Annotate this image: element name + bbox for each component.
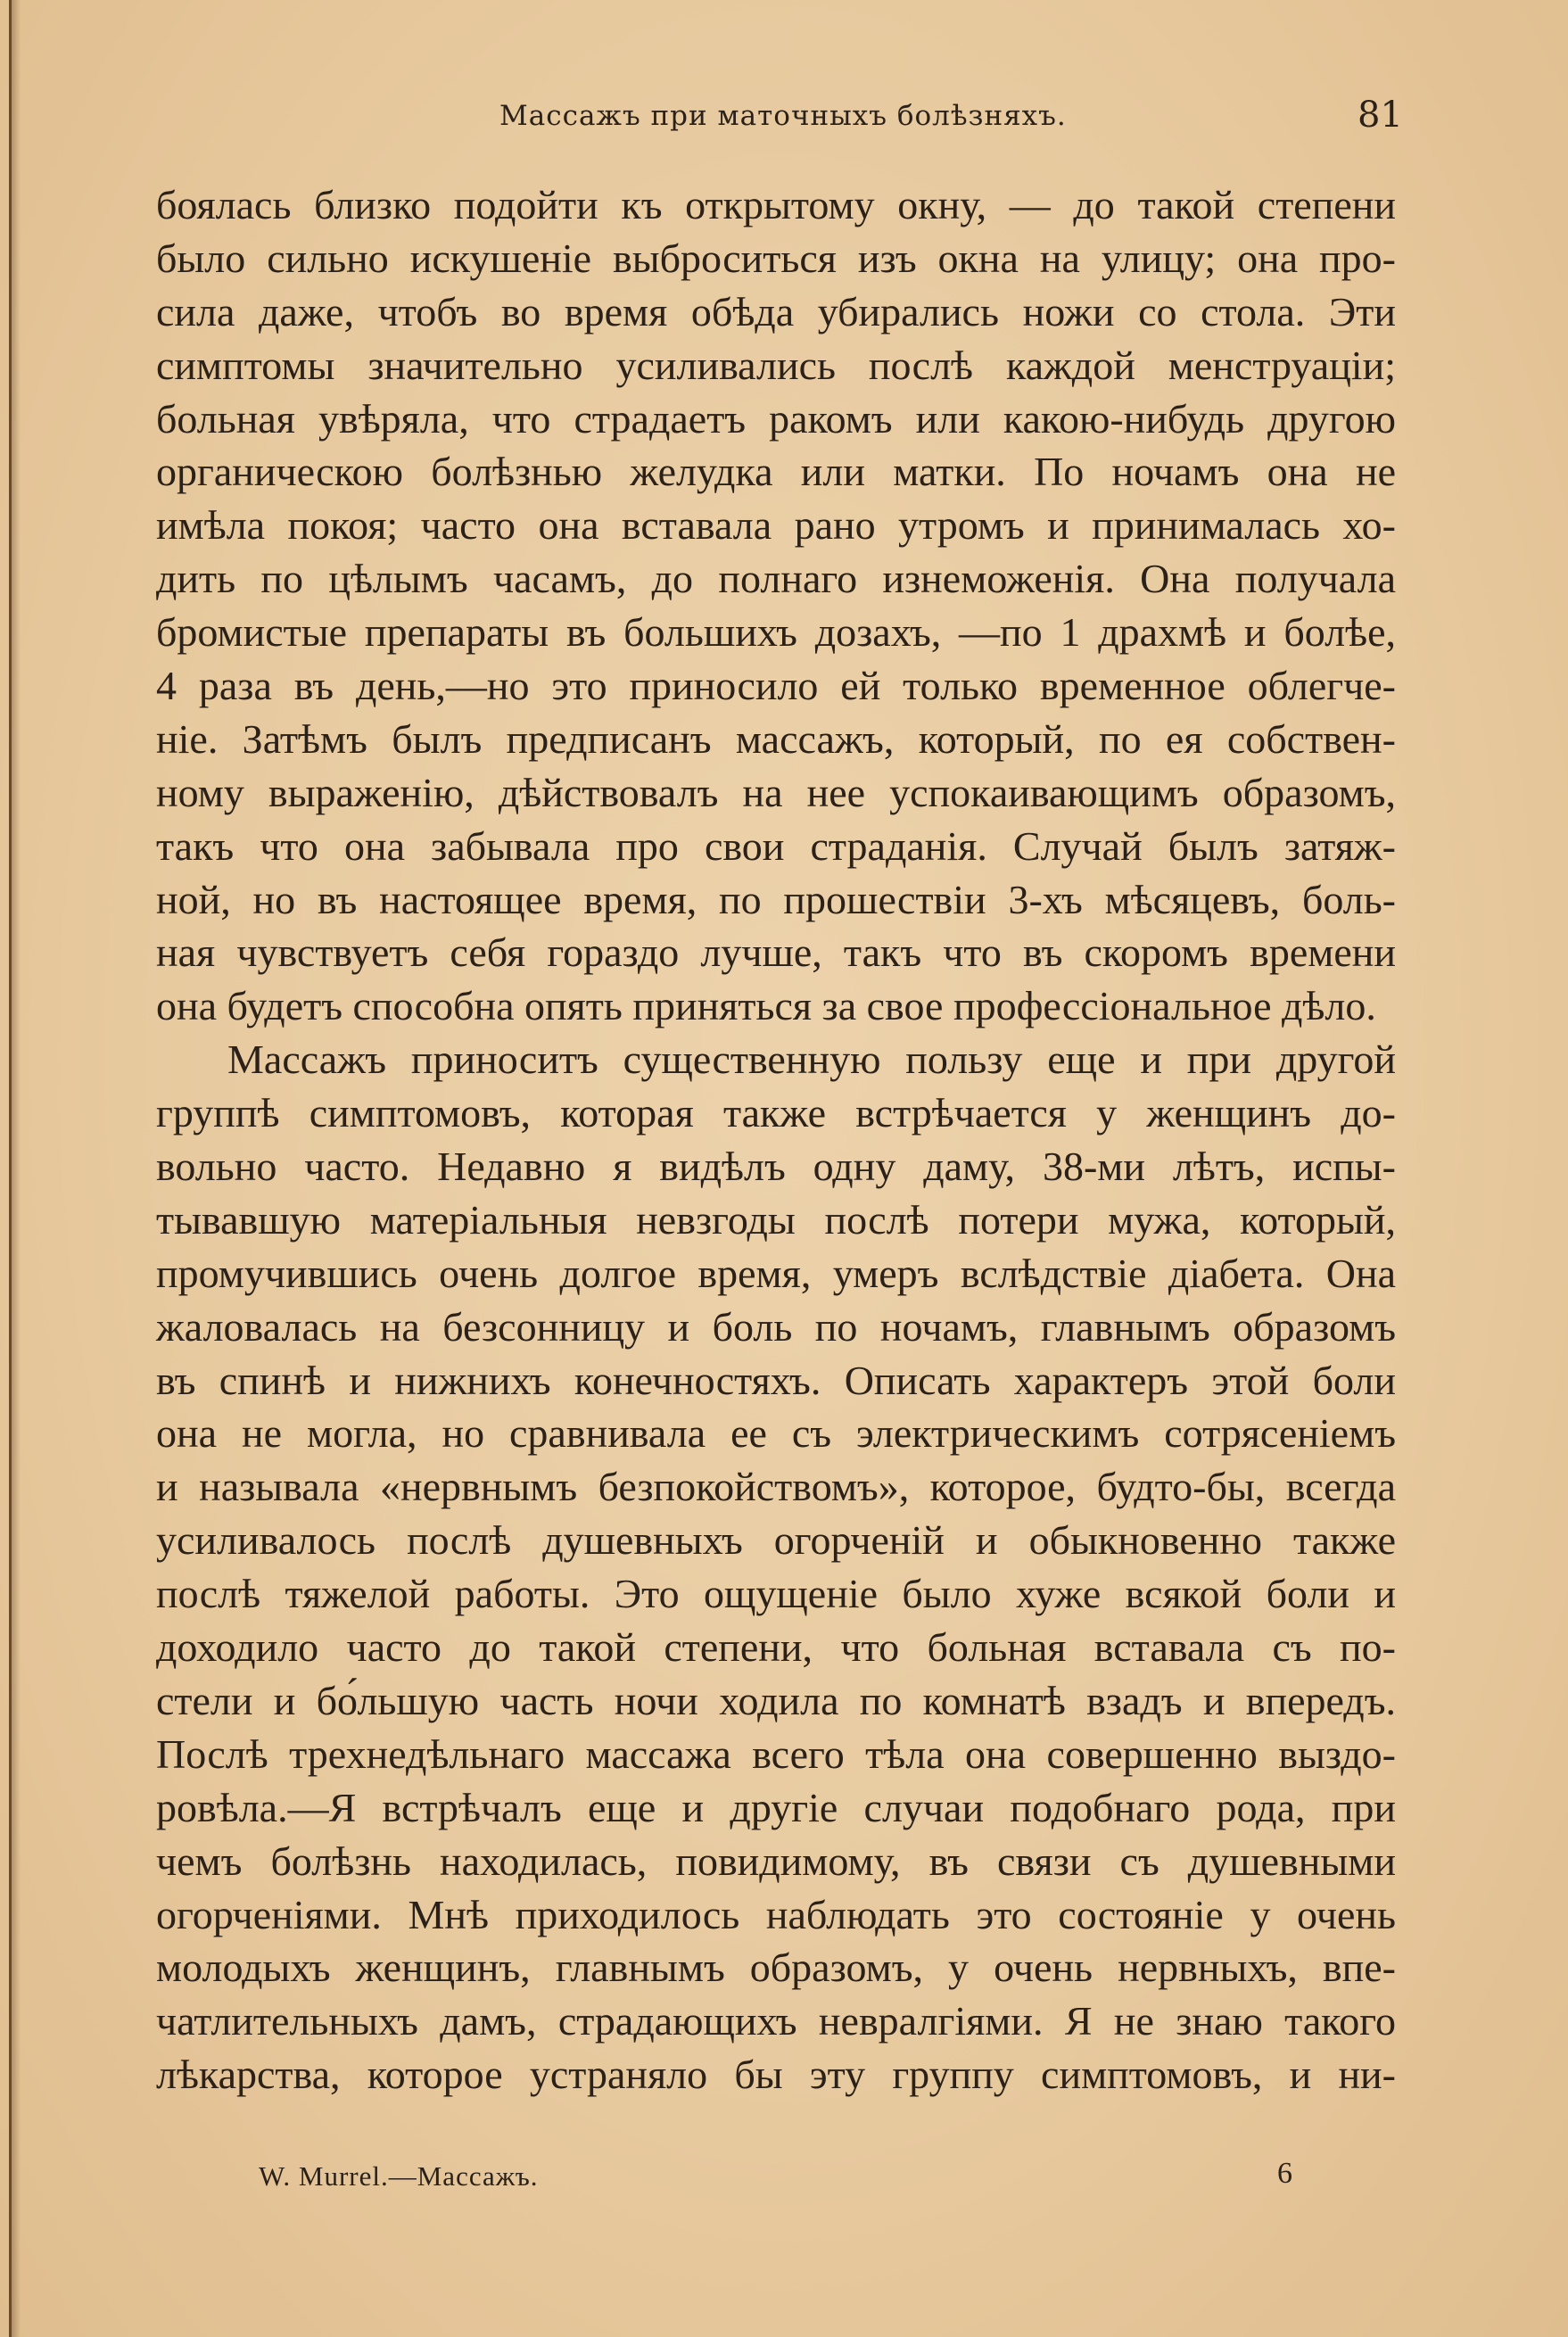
text-line: усиливалось послѣ душевныхъ огорченій и обыкновенно также xyxy=(156,1517,1396,1564)
text-line: 4 раза въ день,—но это приносило ей только временное облегче- xyxy=(156,663,1396,709)
text-line: было сильно искушеніе выброситься изъ окна на улицу; она про- xyxy=(156,235,1396,281)
text-line: вольно часто. Недавно я видѣлъ одну даму, 38-ми лѣтъ, испы- xyxy=(156,1144,1396,1190)
running-head: Массажъ при маточныхъ болѣзняхъ. xyxy=(499,100,1067,132)
text-line: боялась близко подойти къ открытому окну, — до такой степени xyxy=(156,182,1396,227)
text-line: послѣ тяжелой работы. Это ощущеніе было хуже всякой боли и xyxy=(156,1571,1396,1617)
text-line: въ спинѣ и нижнихъ конечностяхъ. Описать характеръ этой боли xyxy=(156,1357,1396,1403)
book-spine-shadow xyxy=(12,0,21,2337)
text-line: дить по цѣлымъ часамъ, до полнаго изнеможенія. Она получала xyxy=(156,556,1396,602)
text-line: имѣла покоя; часто она вставала рано утромъ и принималась хо- xyxy=(156,502,1396,549)
text-line: Послѣ трехнедѣльнаго массажа всего тѣла она совершенно выздо- xyxy=(156,1730,1396,1777)
text-line: она не могла, но сравнивала ее съ электрическимъ сотрясеніемъ xyxy=(156,1410,1396,1457)
text-line: такъ что она забывала про свои страданія. Случай былъ затяж- xyxy=(156,822,1396,869)
text-line: ніе. Затѣмъ былъ предписанъ массажъ, который, по ея собствен- xyxy=(156,715,1396,762)
text-line: и называла «нервнымъ безпокойствомъ», которое, будто-бы, всегда xyxy=(156,1464,1396,1510)
text-line: ровѣла.—Я встрѣчалъ еще и другіе случаи подобнаго рода, при xyxy=(156,1784,1396,1830)
signature-line: W. Murrel.—Массажъ. xyxy=(259,2160,539,2192)
text-line: ному выраженію, дѣйствовалъ на нее успокаивающимъ образомъ, xyxy=(156,769,1396,815)
text-line: симптомы значительно усиливались послѣ каждой менструаціи; xyxy=(156,342,1396,388)
text-line: доходило часто до такой степени, что больная вставала съ по- xyxy=(156,1624,1396,1671)
text-line: промучившись очень долгое время, умеръ вслѣдствіе діабета. Она xyxy=(156,1250,1396,1296)
body-text xyxy=(156,178,1396,2102)
text-line: молодыхъ женщинъ, главнымъ образомъ, у очень нервныхъ, впе- xyxy=(156,1945,1396,1991)
text-line: больная увѣряла, что страдаетъ ракомъ или какою-нибудь другою xyxy=(156,395,1396,442)
text-line: ной, но въ настоящее время, по прошествіи 3-хъ мѣсяцевъ, боль- xyxy=(156,876,1396,922)
text-line: чатлительныхъ дамъ, страдающихъ невралгіями. Я не знаю такого xyxy=(156,1998,1396,2044)
text-line: лѣкарства, которое устраняло бы эту группу симптомовъ, и ни- xyxy=(156,2052,1396,2098)
text-line: жаловалась на безсонницу и боль по ночамъ, главнымъ образомъ xyxy=(156,1303,1396,1350)
text-line-paragraph-start: Массажъ приноситъ существенную пользу еще и при другой xyxy=(227,1036,1396,1083)
text-line: огорченіями. Мнѣ приходилось наблюдать это состояніе у очень xyxy=(156,1891,1396,1937)
text-line: стели и бо́льшую часть ночи ходила по комнатѣ взадъ и впередъ. xyxy=(156,1677,1396,1723)
text-line: ная чувствуетъ себя гораздо лучше, такъ что въ скоромъ времени xyxy=(156,929,1396,976)
signature-number: 6 xyxy=(1277,2157,1292,2190)
text-line: сила даже, чтобъ во время обѣда убирались ножи со стола. Эти xyxy=(156,288,1396,334)
text-line: она будетъ способна опять приняться за свое профессіональное дѣло. xyxy=(156,983,1376,1029)
text-line: чемъ болѣзнь находилась, повидимому, въ связи съ душевными xyxy=(156,1837,1396,1884)
page-number: 81 xyxy=(1358,95,1403,136)
text-line: тывавшую матеріальныя невзгоды послѣ потери мужа, который, xyxy=(156,1196,1396,1243)
text-line: группѣ симптомовъ, которая также встрѣчается у женщинъ до- xyxy=(156,1090,1396,1136)
text-line: бромистые препараты въ большихъ дозахъ, —по 1 драхмѣ и болѣе, xyxy=(156,609,1396,656)
text-line: органическою болѣзнью желудка или матки. По ночамъ она не xyxy=(156,449,1396,495)
